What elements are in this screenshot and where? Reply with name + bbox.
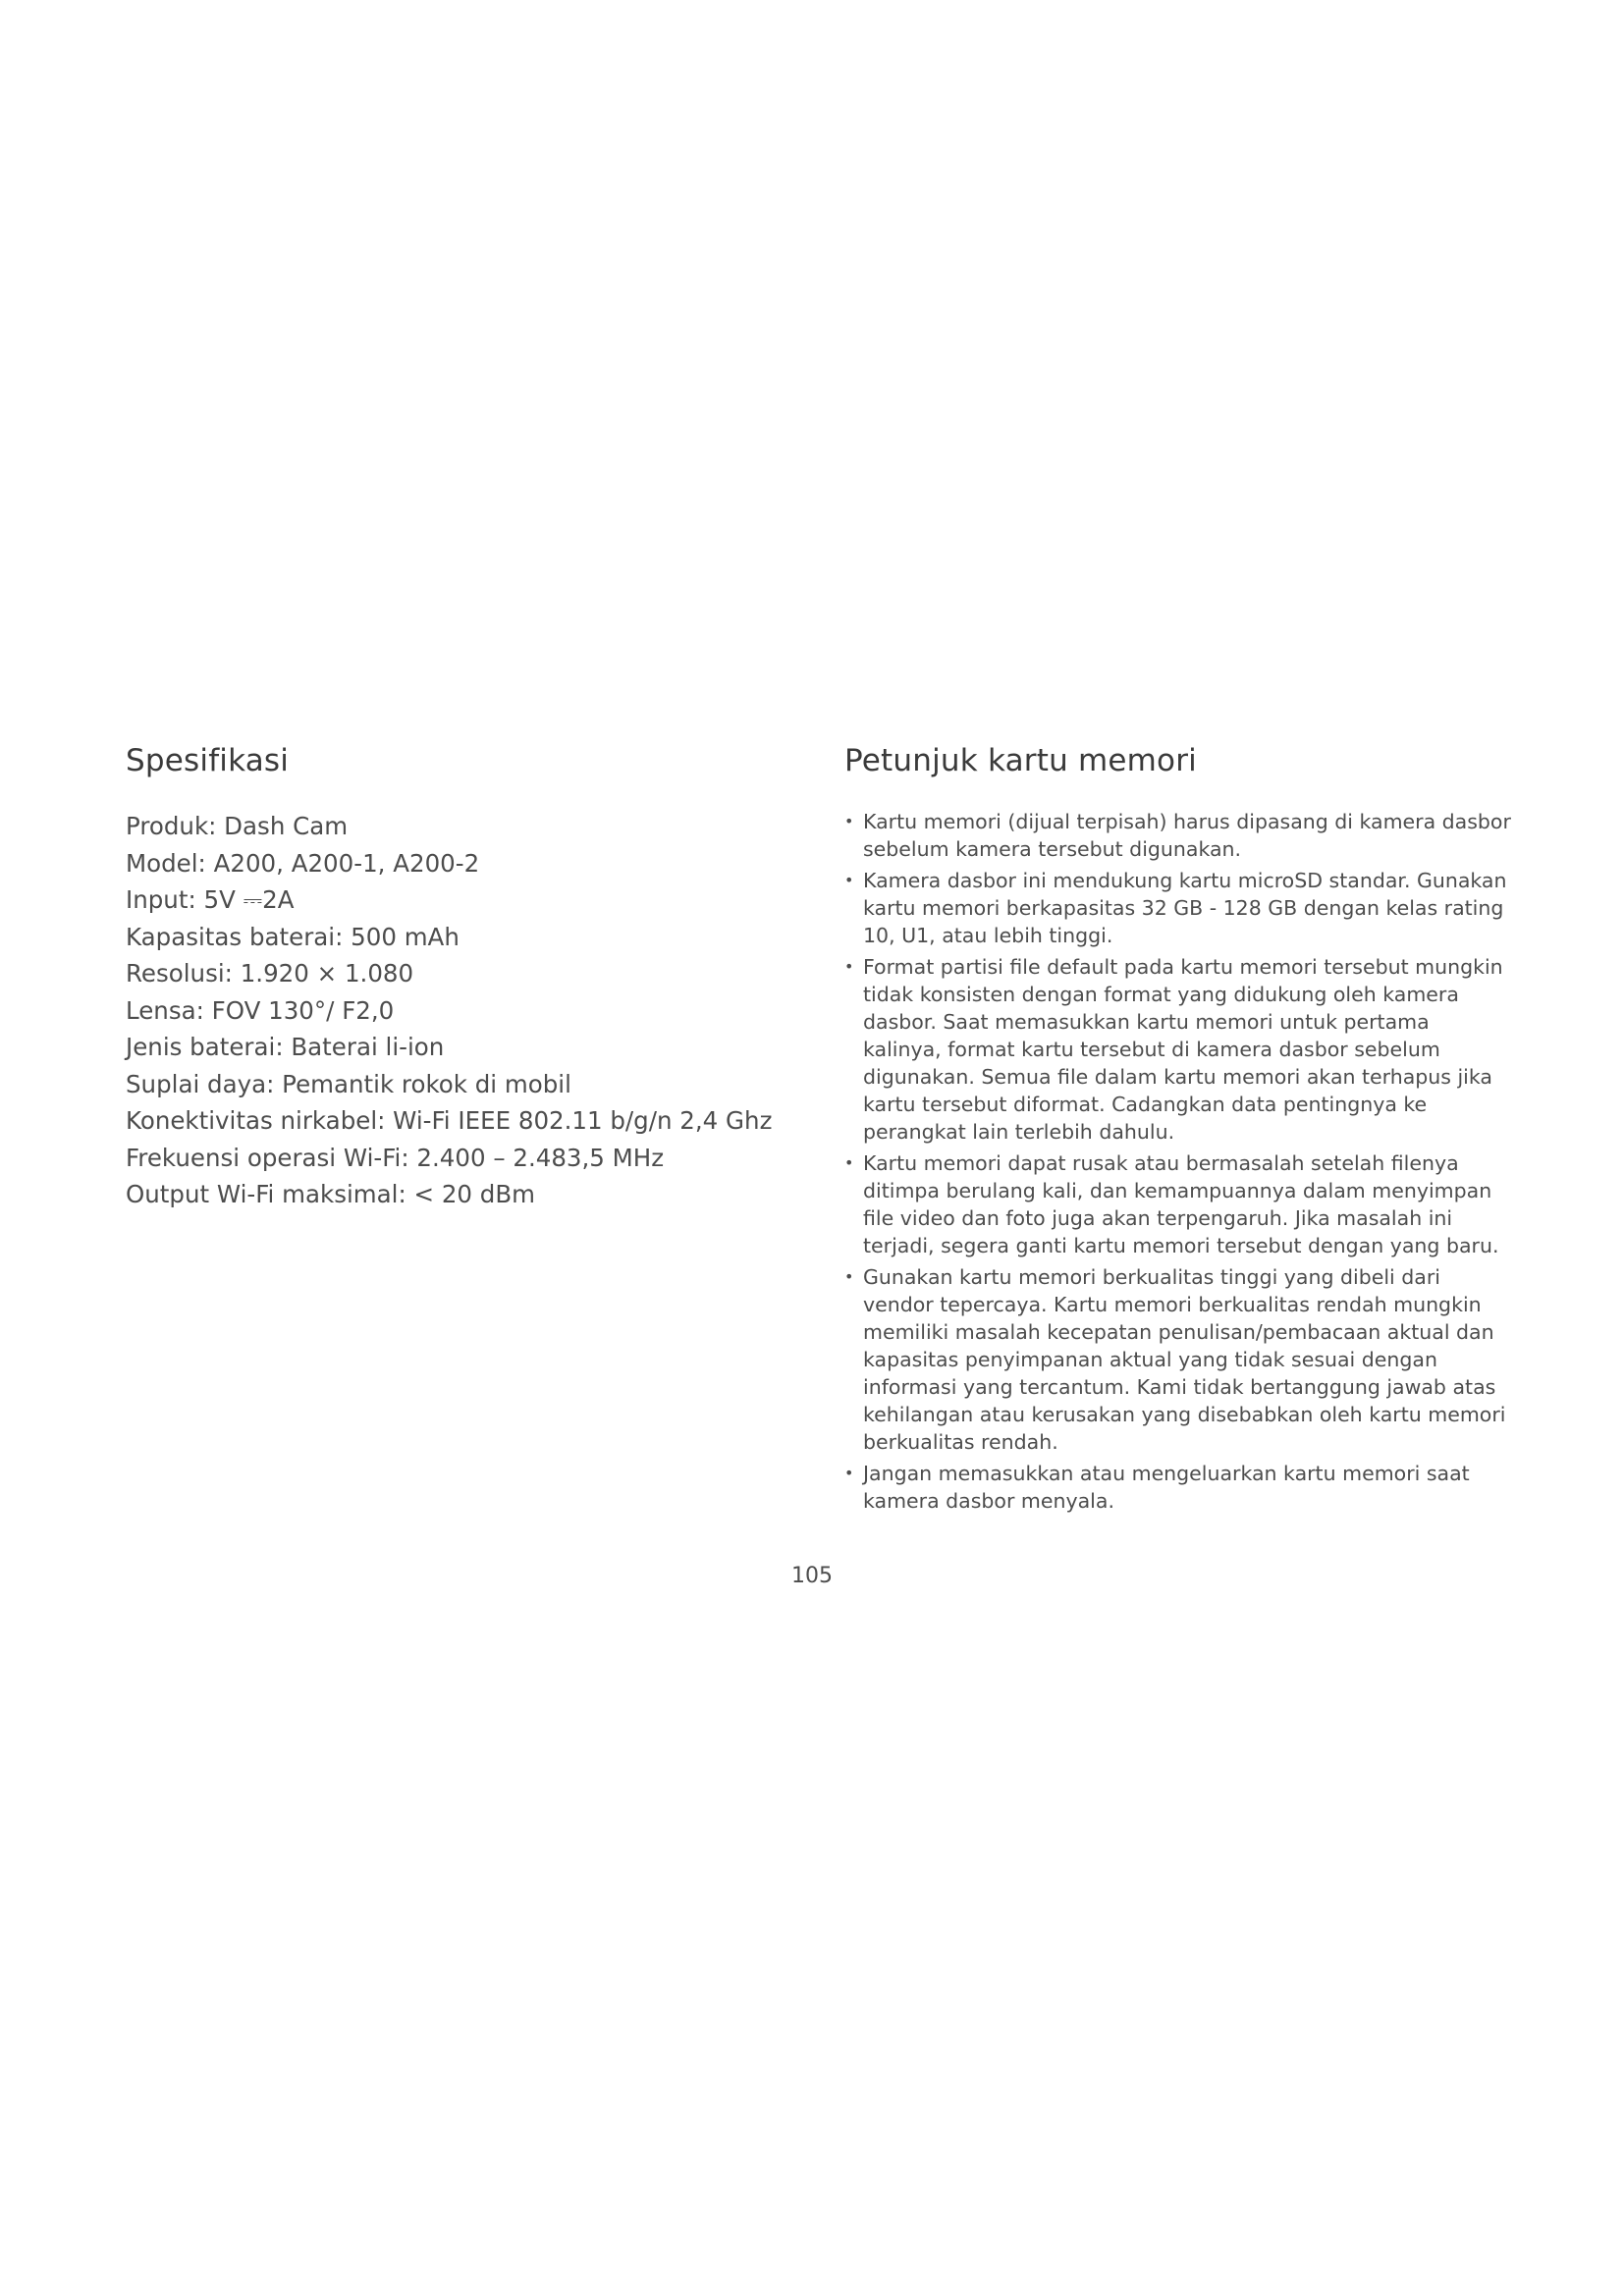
bullet-icon: •	[844, 957, 854, 976]
spec-wireless-connectivity: Konektivitas nirkabel: Wi-Fi IEEE 802.11 b/g/n 2,4 Ghz	[126, 1106, 773, 1135]
memory-card-section	[844, 741, 1512, 1519]
memory-card-instructions	[844, 808, 1512, 1515]
list-item	[844, 808, 1512, 863]
bullet-icon: •	[844, 812, 854, 830]
spec-battery-capacity: Kapasitas baterai: 500 mAh	[126, 922, 460, 951]
spec-resolution: Resolusi: 1.920 × 1.080	[126, 959, 414, 988]
bullet-icon: •	[844, 1153, 854, 1172]
list-item	[844, 1149, 1512, 1259]
page-number: 105	[791, 1564, 833, 1588]
list-item	[844, 1263, 1512, 1456]
list-item-text: Kartu memori (dijual terpisah) harus dipasang di kamera dasbor sebelum kamera tersebut digunakan.	[863, 810, 1511, 861]
spec-power-supply: Suplai daya: Pemantik rokok di mobil	[126, 1069, 571, 1098]
spec-model: Model: A200, A200-1, A200-2	[126, 848, 480, 878]
bullet-icon: •	[844, 871, 854, 889]
bullet-icon: •	[844, 1267, 854, 1286]
list-item	[844, 867, 1512, 949]
list-item	[844, 953, 1512, 1146]
specifications-section	[126, 741, 773, 1213]
list-item-text: Kamera dasbor ini mendukung kartu microSD standar. Gunakan kartu memori berkapasitas 32 GB - 128 GB dengan kelas rating 10, U1, atau lebih tinggi.	[863, 869, 1507, 947]
spec-product: Produk: Dash Cam	[126, 812, 349, 840]
specifications-heading: Spesifikasi	[126, 743, 290, 778]
list-item-text: Format partisi file default pada kartu memori tersebut mungkin tidak konsisten dengan format yang didukung oleh kamera dasbor. Saat memasukkan kartu memori untuk pertama kalinya, format kartu tersebut di kamera dasbor sebelum digunakan. Semua file dalam kartu memori akan terhapus jika kartu tersebut diformat. Cadangkan data pentingnya ke perangkat lain terlebih dahulu.	[863, 955, 1503, 1144]
spec-input: Input: 5V ⎓2A	[126, 885, 295, 914]
spec-wifi-max-output: Output Wi-Fi maksimal: < 20 dBm	[126, 1180, 536, 1208]
list-item-text: Jangan memasukkan atau mengeluarkan kartu memori saat kamera dasbor menyala.	[863, 1462, 1470, 1513]
spec-lens: Lensa: FOV 130°/ F2,0	[126, 995, 395, 1025]
list-item-text: Kartu memori dapat rusak atau bermasalah setelah filenya ditimpa berulang kali, dan kemampuannya dalam menyimpan file video dan foto juga akan terpengaruh. Jika masalah ini terjadi, segera ganti kartu memori tersebut dengan yang baru.	[863, 1151, 1499, 1257]
list-item	[844, 1460, 1512, 1515]
memory-card-heading: Petunjuk kartu memori	[844, 743, 1197, 778]
specifications-list	[126, 808, 773, 1213]
spec-battery-type: Jenis baterai: Baterai li-ion	[126, 1033, 445, 1061]
bullet-icon: •	[844, 1464, 854, 1482]
list-item-text: Gunakan kartu memori berkualitas tinggi yang dibeli dari vendor tepercaya. Kartu memori berkualitas rendah mungkin memiliki masalah kecepatan penulisan/pembacaan aktual dan kapasitas penyimpanan aktual yang tidak sesuai dengan informasi yang tercantum. Kami tidak bertanggung jawab atas kehilangan atau kerusakan yang disebabkan oleh kartu memori berkualitas rendah.	[863, 1265, 1506, 1454]
spec-wifi-frequency: Frekuensi operasi Wi-Fi: 2.400 – 2.483,5 MHz	[126, 1143, 665, 1172]
